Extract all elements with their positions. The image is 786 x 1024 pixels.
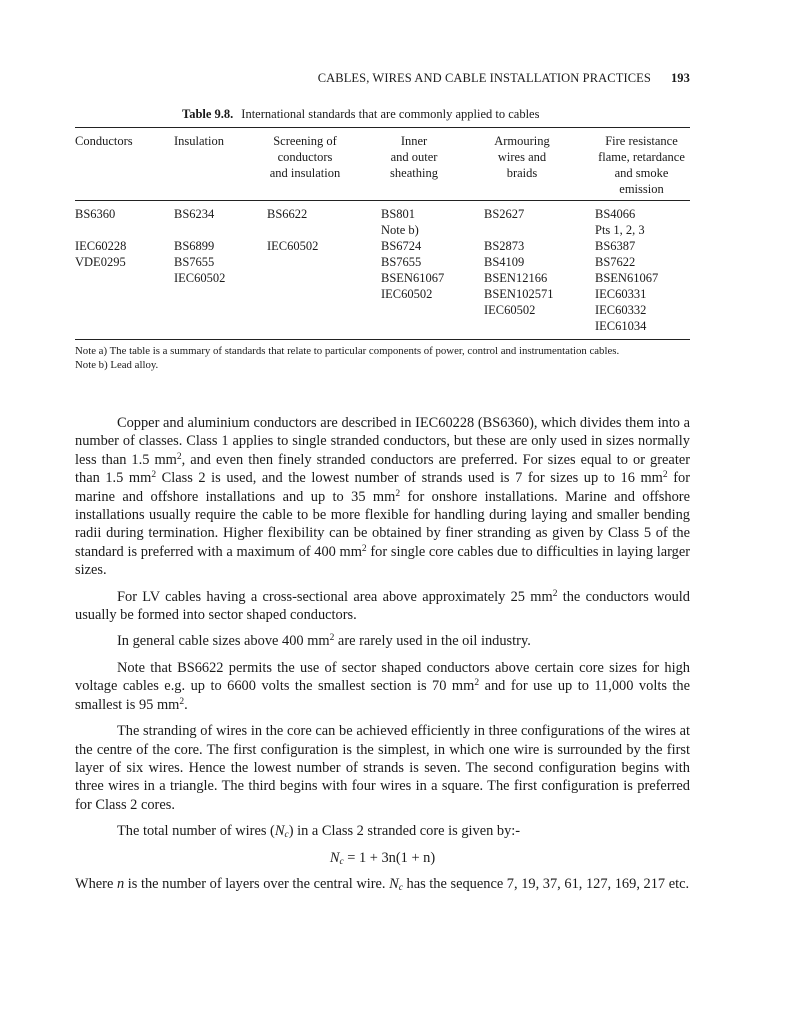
table-header-rule xyxy=(75,200,690,201)
table-caption xyxy=(182,107,539,122)
paragraph-lv-cables: For LV cables having a cross-sectional area above approximately 25 $mm^2$ the conductors would usually be formed into sector shaped conductors. xyxy=(75,588,690,624)
col-header-conductors: Conductors xyxy=(75,134,133,148)
paragraph-stranding: The stranding of wires in the core can be achieved efficiently in three configurations of the wires at the centre of the core. The first configuration is the simplest, in which one wire is surrounded by the first layer of six wires. Hence the lowest number of strands is seven. The second configuration begins with three wires in a triangle. The third begins with four wires in a square. The first configuration is preferred for Class 2 cores. xyxy=(75,723,690,813)
table-cell-screening: BS6622 IEC60502 xyxy=(267,207,319,253)
running-title: CABLES, WIRES AND CABLE INSTALLATION PRACTICES xyxy=(317,71,651,85)
paragraph-bs6622: Note that BS6622 permits the use of sector shaped conductors above certain core sizes for high voltage cables e.g. up to 6600 volts the smallest section is 70 $mm^2$ and for use up to 11,000 volts the smallest is 95 $mm^2$. xyxy=(75,659,691,713)
table-note-b: Note b) Lead alloy. xyxy=(75,358,159,371)
table-caption-text: International standards that are commonly applied to cables xyxy=(241,107,540,121)
table-cell-fire-resistance: BS4066 Pts 1, 2, 3 BS6387 BS7622 BSEN61067 IEC60331 IEC60332 IEC61034 xyxy=(595,207,659,333)
table-notes xyxy=(75,345,619,372)
paragraph-conductor-classes: Copper and aluminium conductors are described in IEC60228 (BS6360), which divides them into a number of classes. Class 1 applies to single stranded conductors, but these are only used in sizes normally less than 1.5 $mm^2$, and even then finely stranded conductors are preferred. For sizes equal to or greater than 1.5 $mm^2$ Class 2 is used, and the lowest number of strands used is 7 for sizes up to 16 $mm^2$ for marine and offshore installations and up to 35 $mm^2$ for onshore installations. Marine and offshore installations usually require the cable to be more flexible for handling during laying and smaller bending radii during termination. Higher flexibility can be obtained by finer stranding as given by Class 5 of the standard is preferred with a maximum of 400 $mm^2$ for single core cables due to difficulties in laying larger sizes. xyxy=(75,415,690,579)
col-header-fire-resistance: Fire resistance flame, retardance and smoke emission xyxy=(598,134,685,196)
col-header-armouring: Armouring wires and braids xyxy=(494,134,550,180)
col-header-insulation: Insulation xyxy=(174,134,224,148)
paragraph-cable-sizes: In general cable sizes above 400 $mm^2$ are rarely used in the oil industry. xyxy=(117,633,531,650)
formula-wire-count: $N_c = 1 + 3n(1 + n)$ xyxy=(329,849,436,867)
table-top-rule xyxy=(75,127,690,128)
paragraph-where: Where n is the number of layers over the central wire. $N_c$ has the sequence 7, 19, 37, 61, 127, 169, 217 etc. xyxy=(75,875,690,893)
paragraph-total-wires: The total number of wires $(N_c)$ in a Class 2 stranded core is given by:- xyxy=(117,823,521,841)
table-note-a: Note a) The table is a summary of standards that relate to particular components of power, control and instrumentation cables. xyxy=(75,345,620,357)
table-label: Table 9.8. xyxy=(182,107,234,121)
table-cell-sheathing: BS801 Note b) BS6724 BS7655 BSEN61067 IEC60502 xyxy=(381,207,445,301)
table-cell-armouring: BS2627 BS2873 BS4109 BSEN12166 BSEN102571 IEC60502 xyxy=(484,207,554,317)
col-header-screening: Screening of conductors and insulation xyxy=(269,134,341,180)
table-cell-insulation: BS6234 BS6899 BS7655 IEC60502 xyxy=(174,207,226,285)
page-number: 193 xyxy=(670,71,690,85)
table-cell-conductors: BS6360 IEC60228 VDE0295 xyxy=(75,207,127,269)
col-header-sheathing: Inner and outer sheathing xyxy=(390,134,438,180)
table-bottom-rule xyxy=(75,339,690,340)
body-text xyxy=(75,414,690,901)
running-header xyxy=(75,71,690,86)
